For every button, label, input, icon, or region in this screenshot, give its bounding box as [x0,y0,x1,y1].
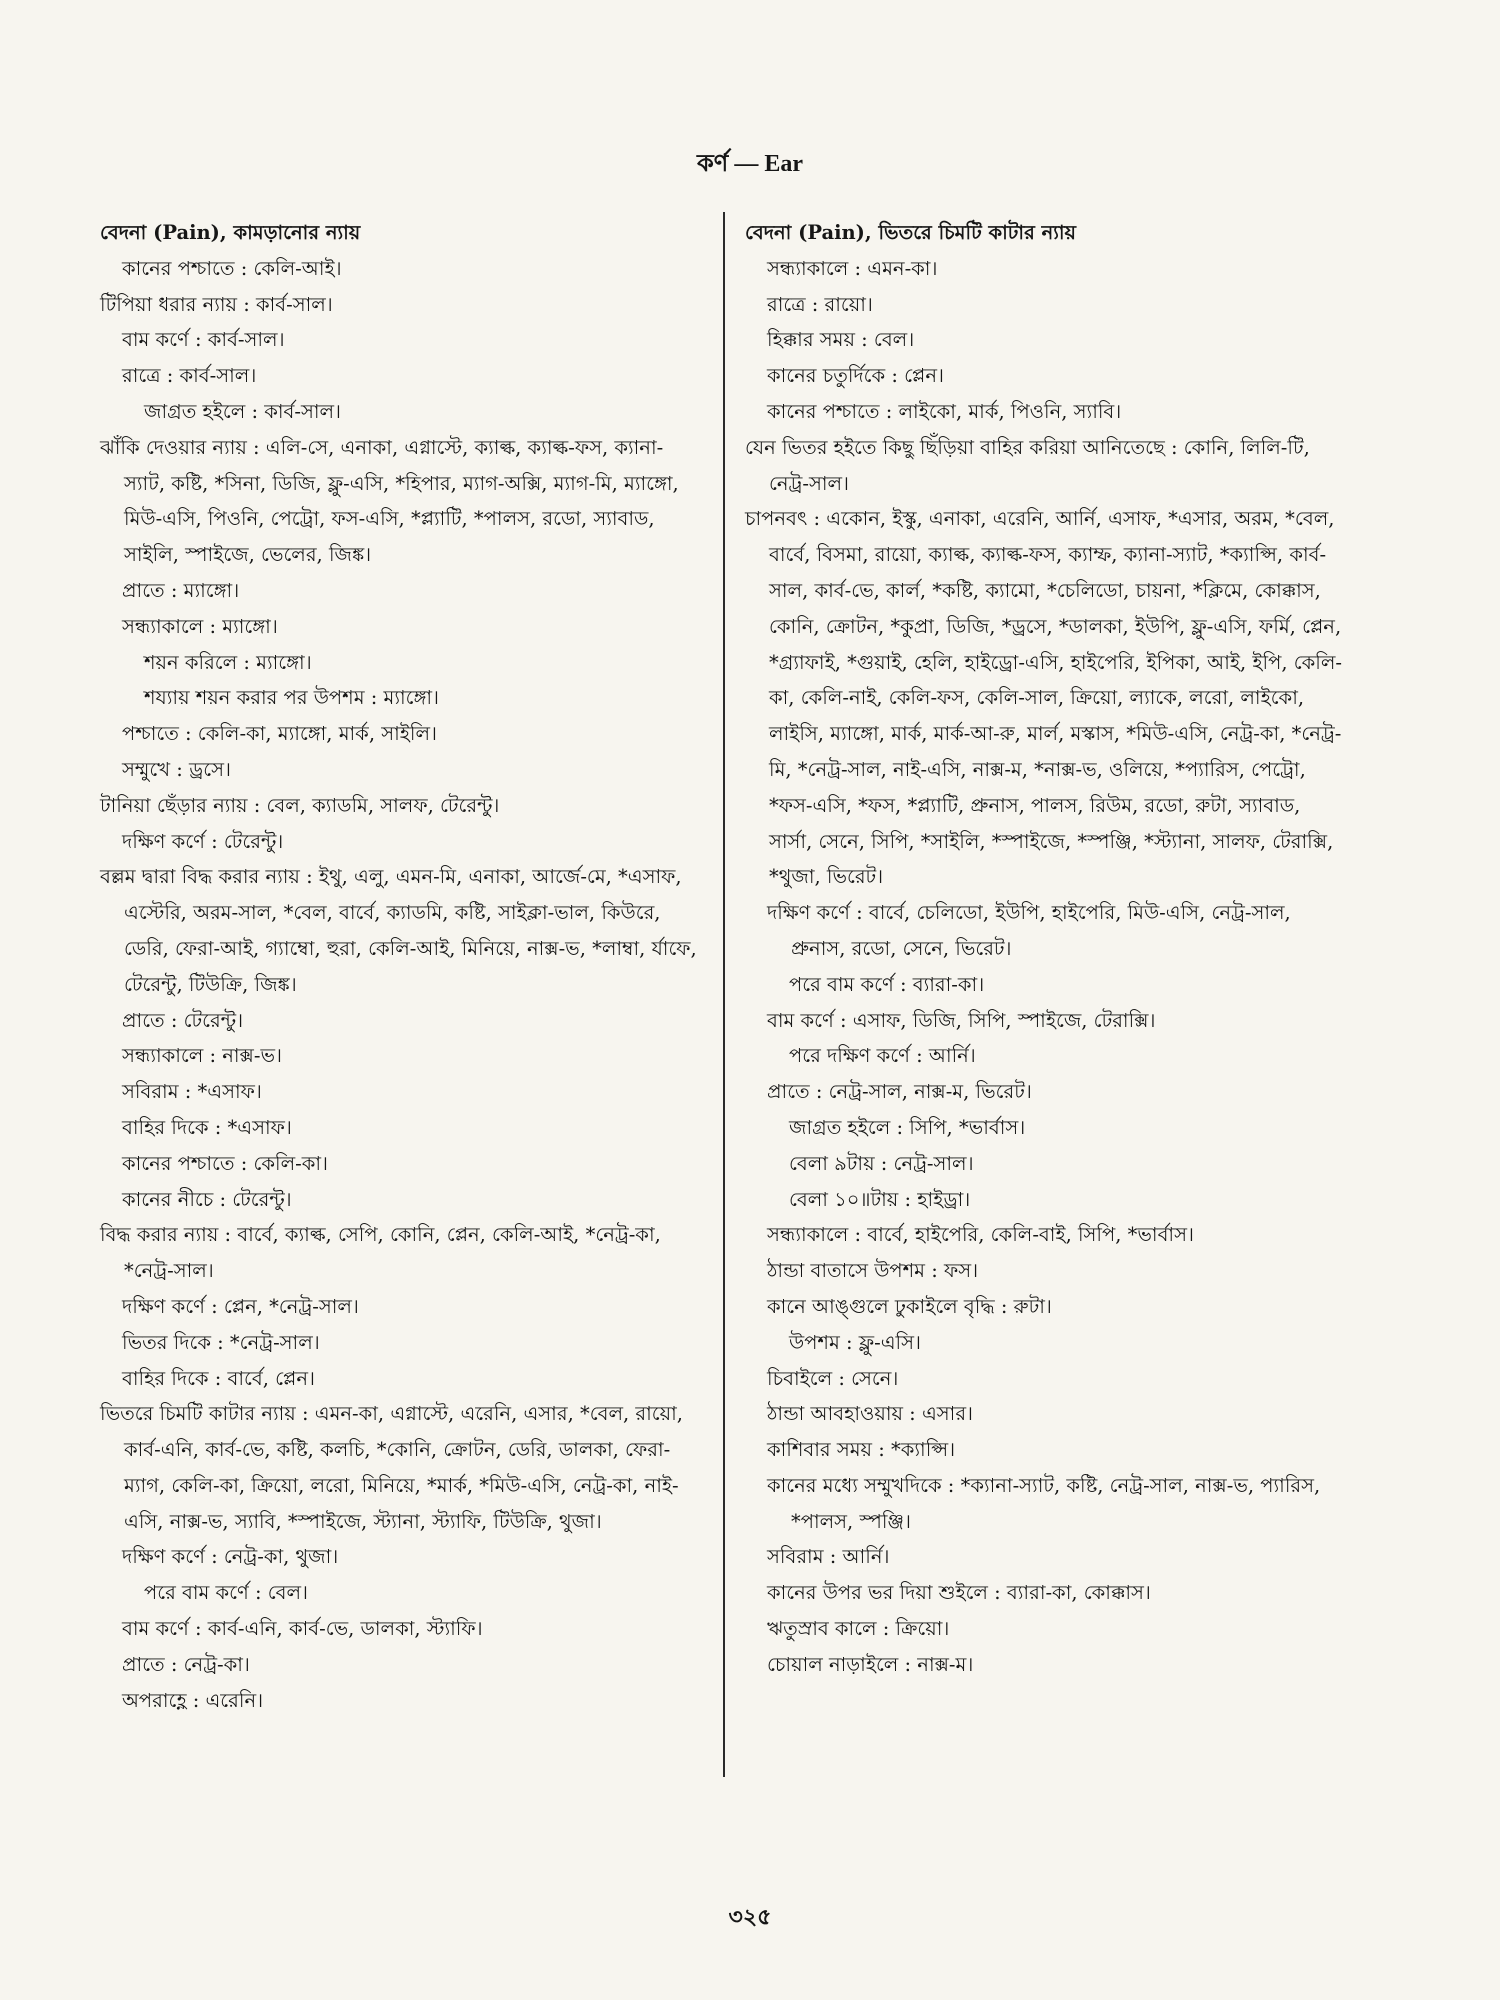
repertory-entry: ভিতর দিকে : *নেট্র-সাল। [122,1330,320,1354]
repertory-entry: প্রাতে : ম্যাঙ্গো। [122,578,240,602]
repertory-entry: জাগ্রত হইলে : কার্ব-সাল। [144,399,342,423]
repertory-entry: জাগ্রত হইলে : সিপি, *ভার্বাস। [789,1115,1026,1139]
repertory-entry: দক্ষিণ কর্ণে : প্লেন, *নেট্র-সাল। [122,1294,359,1318]
repertory-entry: পরে দক্ষিণ কর্ণে : আর্নি। [789,1044,976,1068]
repertory-entry: বেলা ৯টায় : নেট্র-সাল। [789,1151,974,1175]
repertory-entry: বিদ্ধ করার ন্যায় : বার্বে, ক্যাল্ক, সেপি, কোনি, প্লেন, কেলি-আই, *নেট্র-কা, *নেট্র-সাল। [100,1223,661,1283]
repertory-entry: কানের পশ্চাতে : কেলি-কা। [122,1151,329,1175]
repertory-entry: অপরাহ্ণে : এরেনি। [122,1688,264,1712]
repertory-entry: ঝাঁকি দেওয়ার ন্যায় : এলি-সে, এনাকা, এগ্নাস্টে, ক্যাল্ক, ক্যাল্ক-ফস, ক্যানা-স্যাট, কষ্টি, *সিনা, ডিজি, ফ্লু-এসি, *হিপার, ম্যাগ-অক্সি, ম্যাগ-মি, ম্যাঙ্গো, মিউ-এসি, পিওনি, পেট্রো, ফস-এসি, *প্ল্যাটি, *পালস, রডো, স্যাবাড, সাইলি, স্পাইজে, ভেলের, জিঙ্ক। [100,435,679,567]
repertory-entry: সন্ধ্যাকালে : এমন-কা। [767,256,938,280]
repertory-entry: কানের চতুর্দিকে : প্লেন। [767,364,944,388]
repertory-entry: ঋতুস্রাব কালে : ক্রিয়ো। [767,1617,950,1641]
repertory-entry: সন্ধ্যাকালে : নাক্স-ভ। [122,1044,282,1068]
repertory-entry: পশ্চাতে : কেলি-কা, ম্যাঙ্গো, মার্ক, সাইলি। [122,722,437,746]
repertory-entry: প্রাতে : নেট্র-কা। [122,1652,250,1676]
repertory-entry: বাম কর্ণে : কার্ব-সাল। [122,328,285,352]
repertory-entry: টিপিয়া ধরার ন্যায় : কার্ব-সাল। [100,292,333,316]
repertory-entry: ভিতরে চিমটি কাটার ন্যায় : এমন-কা, এগ্নাস্টে, এরেনি, এসার, *বেল, রায়ো, কার্ব-এনি, কার্ব-ভে, কষ্টি, কলচি, *কোনি, ক্রোটন, ডেরি, ডালকা, ফেরা-ম্যাগ, কেলি-কা, ক্রিয়ো, লরো, মিনিয়ে, *মার্ক, *মিউ-এসি, নেট্র-কা, নাই-এসি, নাক্স-ভ, স্যাবি, *স্পাইজে, স্ট্যানা, স্ট্যাফি, টিউক্রি, থুজা। [100,1402,683,1533]
repertory-entry: ঠান্ডা বাতাসে উপশম : ফস। [767,1259,979,1283]
section-heading: বেদনা (Pain), কামড়ানোর ন্যায় [100,221,361,244]
repertory-entry: কানের মধ্যে সম্মুখদিকে : *ক্যানা-স্যাট, কষ্টি, নেট্র-সাল, নাক্স-ভ, প্যারিস, *পালস, স্পঞ্জি। [767,1473,1321,1533]
repertory-entry: কানের পশ্চাতে : লাইকো, মার্ক, পিওনি, স্যাবি। [767,399,1122,423]
repertory-entry: রাত্রে : রায়ো। [767,292,873,316]
repertory-entry: কাশিবার সময় : *ক্যাপ্সি। [767,1438,956,1462]
repertory-entry: সবিরাম : *এসাফ। [122,1080,262,1104]
repertory-entry: পরে বাম কর্ণে : বেল। [144,1581,309,1605]
repertory-entry: বাম কর্ণে : এসাফ, ডিজি, সিপি, স্পাইজে, টেরাক্সি। [767,1008,1156,1032]
repertory-entry: প্রাতে : নেট্র-সাল, নাক্স-ম, ভিরেট। [767,1080,1032,1104]
section-heading: বেদনা (Pain), ভিতরে চিমটি কাটার ন্যায় [745,221,1077,244]
column-divider [723,212,725,1777]
repertory-entry: বাহির দিকে : বার্বে, প্লেন। [122,1366,315,1390]
repertory-entry: দক্ষিণ কর্ণে : নেট্র-কা, থুজা। [122,1545,339,1569]
repertory-entry: সন্ধ্যাকালে : বার্বে, হাইপেরি, কেলি-বাই, সিপি, *ভার্বাস। [767,1223,1194,1247]
left-column [100,215,700,1718]
repertory-entry: ঠান্ডা আবহাওয়ায় : এসার। [767,1402,974,1426]
repertory-entry: প্রাতে : টেরেন্টু। [122,1008,244,1032]
repertory-entry: কানের উপর ভর দিয়া শুইলে : ব্যারা-কা, কোক্কাস। [767,1581,1151,1605]
repertory-entry: দক্ষিণ কর্ণে : বার্বে, চেলিডো, ইউপি, হাইপেরি, মিউ-এসি, নেট্র-সাল, প্রুনাস, রডো, সেনে, ভিরেট। [767,901,1291,960]
repertory-entry: বাহির দিকে : *এসাফ। [122,1115,292,1139]
repertory-entry: সবিরাম : আর্নি। [767,1545,890,1569]
repertory-entry: কানের পশ্চাতে : কেলি-আই। [122,256,342,280]
repertory-entry: কানে আঙ্গুলে ঢুকাইলে বৃদ্ধি : রুটা। [767,1294,1052,1318]
repertory-entry: টানিয়া ছেঁড়ার ন্যায় : বেল, ক্যাডমি, সালফ, টেরেন্টু। [100,793,500,817]
repertory-entry: দক্ষিণ কর্ণে : টেরেন্টু। [122,829,284,853]
page-title: কর্ণ — Ear [697,151,803,177]
repertory-entry: বেলা ১০॥টায় : হাইড্রা। [789,1187,971,1211]
repertory-entry: পরে বাম কর্ণে : ব্যারা-কা। [789,972,985,996]
repertory-entry: সম্মুখে : ড্রসে। [122,757,231,781]
repertory-entry: চোয়াল নাড়াইলে : নাক্স-ম। [767,1652,974,1676]
repertory-entry: কানের নীচে : টেরেন্টু। [122,1187,292,1211]
repertory-entry: বাম কর্ণে : কার্ব-এনি, কার্ব-ভে, ডালকা, স্ট্যাফি। [122,1617,483,1641]
repertory-entry: যেন ভিতর হইতে কিছু ছিঁড়িয়া বাহির করিয়া আনিতেছে : কোনি, লিলি-টি, নেট্র-সাল। [745,435,1310,495]
repertory-entry: হিক্কার সময় : বেল। [767,328,915,352]
right-column [745,215,1345,1683]
repertory-entry: শয়ন করিলে : ম্যাঙ্গো। [144,650,312,674]
repertory-entry: চিবাইলে : সেনে। [767,1366,899,1390]
repertory-entry: চাপনবৎ : একোন, ইস্কু, এনাকা, এরেনি, আর্নি, এসাফ, *এসার, অরম, *বেল, বার্বে, বিসমা, রায়ো, ক্যাল্ক, ক্যাল্ক-ফস, ক্যাম্ফ, ক্যানা-স্যাট, *ক্যাপ্সি, কার্ব-সাল, কার্ব-ভে, কার্ল, *কষ্টি, ক্যামো, *চেলিডো, চায়না, *ক্লিমে, কোক্কাস, কোনি, ক্রোটন, *কুপ্রা, ডিজি, *ড্রসে, *ডালকা, ইউপি, ফ্লু-এসি, ফর্মি, প্লেন, *গ্র্যাফাই, *গুয়াই, হেলি, হাইড্রো-এসি, হাইপেরি, ইপিকা, আই, ইপি, কেলি-কা, কেলি-নাই, কেলি-ফস, কেলি-সাল, ক্রিয়ো, ল্যাকে, লরো, লাইকো, লাইসি, ম্যাঙ্গো, মার্ক, মার্ক-আ-রু, মার্ল, মস্কাস, *মিউ-এসি, নেট্র-কা, *নেট্র-মি, *নেট্র-সাল, নাই-এসি, নাক্স-ম, *নাক্স-ভ, ওলিয়ে, *প্যারিস, পেট্রো, *ফস-এসি, *ফস, *প্ল্যাটি, প্রুনাস, পালস, রিউম, রডো, রুটা, স্যাবাড, সার্সা, সেনে, সিপি, *সাইলি, *স্পাইজে, *স্পঞ্জি, *স্ট্যানা, সালফ, টেরাক্সি, *থুজা, ভিরেট। [745,507,1342,889]
repertory-entry: সন্ধ্যাকালে : ম্যাঙ্গো। [122,614,278,638]
repertory-entry: শয্যায় শয়ন করার পর উপশম : ম্যাঙ্গো। [144,686,440,710]
page-number: ৩২৫ [728,1904,772,1930]
repertory-entry: বল্লম দ্বারা বিদ্ধ করার ন্যায় : ইথু, এলু, এমন-মি, এনাকা, আর্জে-মে, *এসাফ, এস্টেরি, অরম-সাল, *বেল, বার্বে, ক্যাডমি, কষ্টি, সাইক্লা-ভাল, কিউরে, ডেরি, ফেরা-আই, গ্যাম্বো, হুরা, কেলি-আই, মিনিয়ে, নাক্স-ভ, *লাম্বা, র্যাফে, টেরেন্টু, টিউক্রি, জিঙ্ক। [100,865,697,996]
repertory-entry: উপশম : ফ্লু-এসি। [789,1330,921,1354]
repertory-entry: রাত্রে : কার্ব-সাল। [122,364,257,388]
